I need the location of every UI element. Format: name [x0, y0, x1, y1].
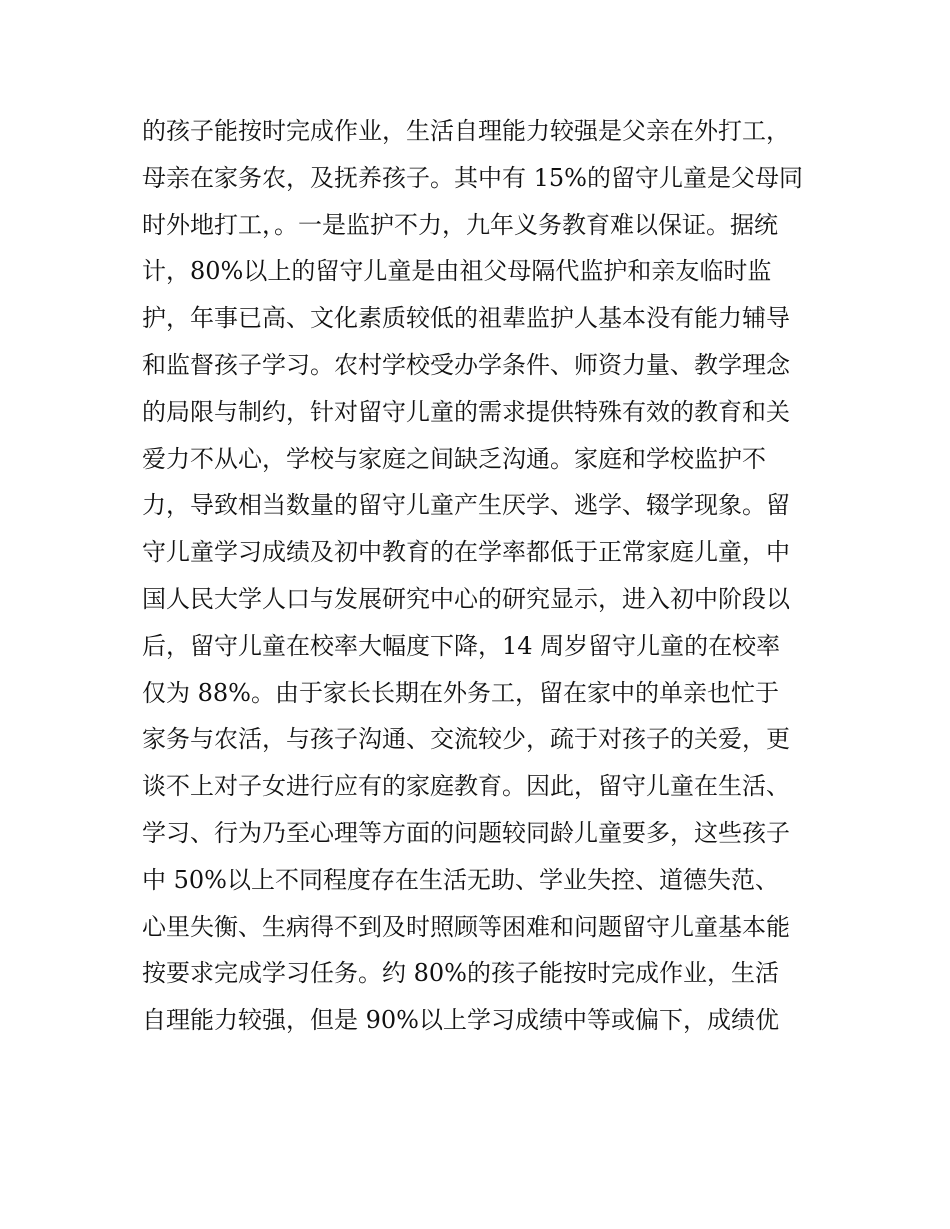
text-line: 家务与农活，与孩子沟通、交流较少，疏于对孩子的关爱，更 [142, 725, 790, 754]
text-line: 计，80%以上的留守儿童是由祖父母隔代监护和亲友临时监 [142, 257, 772, 286]
text-line: 仅为 88%。由于家长长期在外务工，留在家中的单亲也忙于 [142, 678, 779, 707]
text-line: 自理能力较强，但是 90%以上学习成绩中等或偏下，成绩优 [142, 1006, 779, 1035]
body-text [142, 108, 822, 1044]
text-line: 护，年事已高、文化素质较低的祖辈监护人基本没有能力辅导 [142, 304, 790, 333]
text-line: 学习、行为乃至心理等方面的问题较同龄儿童要多，这些孩子 [142, 818, 790, 847]
text-line: 力，导致相当数量的留守儿童产生厌学、逃学、辍学现象。留 [142, 491, 790, 520]
text-line: 的局限与制约，针对留守儿童的需求提供特殊有效的教育和关 [142, 397, 790, 426]
text-line: 按要求完成学习任务。约 80%的孩子能按时完成作业，生活 [142, 959, 779, 988]
text-line: 的孩子能按时完成作业，生活自理能力较强是父亲在外打工， [142, 117, 790, 145]
text-line: 和监督孩子学习。农村学校受办学条件、师资力量、教学理念 [142, 350, 790, 379]
text-line: 心里失衡、生病得不到及时照顾等困难和问题留守儿童基本能 [142, 912, 790, 941]
text-line: 守儿童学习成绩及初中教育的在学率都低于正常家庭儿童，中 [142, 538, 790, 567]
text-line: 母亲在家务农，及抚养孩子。其中有 15%的留守儿童是父母同 [142, 163, 803, 192]
text-line: 爱力不从心，学校与家庭之间缺乏沟通。家庭和学校监护不 [142, 444, 766, 473]
text-line: 时外地打工，。一是监护不力，九年义务教育难以保证。据统 [142, 210, 778, 239]
text-line: 后，留守儿童在校率大幅度下降，14 周岁留守儿童的在校率 [142, 631, 781, 660]
text-line: 国人民大学人口与发展研究中心的研究显示，进入初中阶段以 [142, 584, 790, 613]
text-line: 中 50%以上不同程度存在生活无助、学业失控、道德失范、 [142, 865, 779, 894]
text-line: 谈不上对子女进行应有的家庭教育。因此，留守儿童在生活、 [142, 772, 790, 801]
